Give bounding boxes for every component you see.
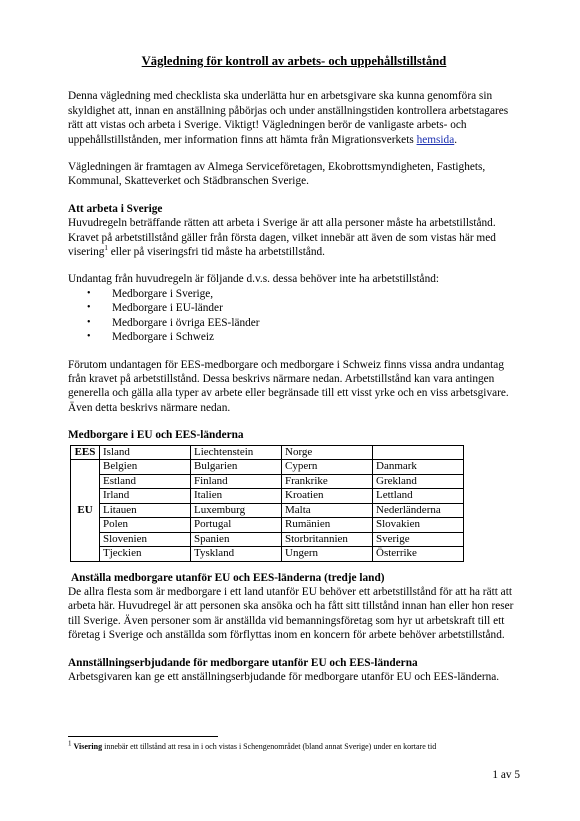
table-cell: Cypern xyxy=(282,460,373,475)
section-third-country-text: De allra flesta som är medborgare i ett land utanför EU behöver ett arbetstillstånd för att ha rätt att arbeta här. Huvudregel är att personen ska ansöka och ha fått sitt tillstånd innan han eller hon reser till Sverige. Även personer som är anställda vid bemanningsföretag som hyr ut arbetskraft till ett företag i Sverige och anställda som förflyttas inom en koncern för arbete behöver arbetstillstånd. xyxy=(68,585,514,642)
list-item: • Medborgare i övriga EES-länder xyxy=(112,316,520,330)
table-cell: Tyskland xyxy=(191,547,282,562)
table-cell: Slovenien xyxy=(100,532,191,547)
table-cell: Bulgarien xyxy=(191,460,282,475)
table-cell: Frankrike xyxy=(282,474,373,489)
table-cell: Irland xyxy=(100,489,191,504)
table-cell: Slovakien xyxy=(373,518,464,533)
table-cell: Polen xyxy=(100,518,191,533)
section-heading-arbeta: Att arbeta i Sverige xyxy=(68,202,163,215)
ees-label: EES xyxy=(71,445,100,460)
footnote xyxy=(68,741,520,752)
table-row xyxy=(71,460,464,475)
table-row xyxy=(71,489,464,504)
table-cell: Liechtenstein xyxy=(191,445,282,460)
page-number: 1 av 5 xyxy=(492,769,520,781)
table-row xyxy=(71,474,464,489)
table-cell: Kroatien xyxy=(282,489,373,504)
table-cell: Ungern xyxy=(282,547,373,562)
table-cell: Rumänien xyxy=(282,518,373,533)
footnote-text: innebär ett tillstånd att resa in i och vistas i Schengenområdet (bland annat Sverige) under en kortare tid xyxy=(102,742,437,751)
table-row xyxy=(71,547,464,562)
table-row xyxy=(71,532,464,547)
table-row xyxy=(71,503,464,518)
section-heading-offer: Annställningserbjudande för medborgare utanför EU och EES-länderna xyxy=(68,656,418,669)
table-row xyxy=(71,518,464,533)
table-cell: Island xyxy=(100,445,191,460)
table-cell: Sverige xyxy=(373,532,464,547)
exceptions-list xyxy=(68,287,520,345)
table-cell: Grekland xyxy=(373,474,464,489)
list-item: • Medborgare i Schweiz xyxy=(112,330,520,344)
table-cell: Belgien xyxy=(100,460,191,475)
section-heading-countries: Medborgare i EU och EES-länderna xyxy=(68,429,244,442)
migrationsverket-link[interactable]: hemsida xyxy=(416,133,455,146)
exceptions-intro: Undantag från huvudregeln är följande d.v.s. dessa behöver inte ha arbetstillstånd: xyxy=(68,273,440,286)
table-cell: Finland xyxy=(191,474,282,489)
table-cell: Norge xyxy=(282,445,373,460)
list-item: • Medborgare i EU-länder xyxy=(112,301,520,315)
table-cell xyxy=(373,445,464,460)
table-cell: Tjeckien xyxy=(100,547,191,562)
country-table xyxy=(70,445,464,562)
footnote-divider xyxy=(68,736,218,737)
table-cell: Storbritannien xyxy=(282,532,373,547)
table-cell: Estland xyxy=(100,474,191,489)
authors-paragraph: Vägledningen är framtagen av Almega Serviceföretagen, Ekobrottsmyndigheten, Fastighets, Kommunal, Skatteverket och Städbranschen Sverige. xyxy=(68,161,486,188)
table-cell: Spanien xyxy=(191,532,282,547)
table-cell: Luxemburg xyxy=(191,503,282,518)
table-cell: Nederländerna xyxy=(373,503,464,518)
footnote-ref[interactable]: 1 xyxy=(104,244,108,253)
table-cell: Italien xyxy=(191,489,282,504)
table-cell: Litauen xyxy=(100,503,191,518)
footnote-term: Visering xyxy=(73,742,103,751)
section-offer-text: Arbetsgivaren kan ge ett anställningserbjudande för medborgare utanför EU och EES-länderna. xyxy=(68,670,500,683)
section-arbeta-text-b: eller på viseringsfri tid måste ha arbetstillstånd. xyxy=(107,246,325,259)
table-row xyxy=(71,445,464,460)
footnote-number: 1 xyxy=(68,739,72,748)
table-cell: Lettland xyxy=(373,489,464,504)
table-cell: Malta xyxy=(282,503,373,518)
table-cell: Portugal xyxy=(191,518,282,533)
section-heading-third-country: Anställa medborgare utanför EU och EES-länderna (tredje land) xyxy=(71,571,385,584)
intro-end: . xyxy=(454,133,458,146)
table-cell: Österrike xyxy=(373,547,464,562)
section-arbeta-text-a: Huvudregeln beträffande rätten att arbeta i Sverige är att alla personer måste ha arbetstillstånd. Kravet på arbetstillstånd gäller från första dagen, vilket innebär att även de som vistas här med visering xyxy=(68,217,496,259)
page-content xyxy=(68,54,520,684)
eu-label: EU xyxy=(71,460,100,562)
page-title: Vägledning för kontroll av arbets- och uppehållstillstånd xyxy=(141,54,447,68)
table-cell: Danmark xyxy=(373,460,464,475)
besides-paragraph: Förutom undantagen för EES-medborgare och medborgare i Schweiz finns vissa andra undantag från kravet på arbetstillstånd. Dessa beskrivs närmare nedan. Arbetstillstånd kan vara antingen generella och gälla alla typer av arbete eller begränsade till ett visst yrke och en viss arbetsgivare. Även detta beskrivs närmare nedan. xyxy=(68,358,509,414)
intro-text: Denna vägledning med checklista ska underlätta hur en arbetsgivare ska kunna genomföra sin skyldighet att, innan en anställning påbörjas och under anställningstiden kontrollera arbetstagares rätt att vistas och arbeta i Sverige. Viktigt! Vägledningen berör de vanligaste arbets- och uppehållstillstånden, mer information finns att hämta från Migrationsverkets xyxy=(68,90,509,146)
section-arbeta-text xyxy=(68,216,520,259)
intro-paragraph xyxy=(68,89,520,147)
list-item: • Medborgare i Sverige, xyxy=(112,287,520,301)
